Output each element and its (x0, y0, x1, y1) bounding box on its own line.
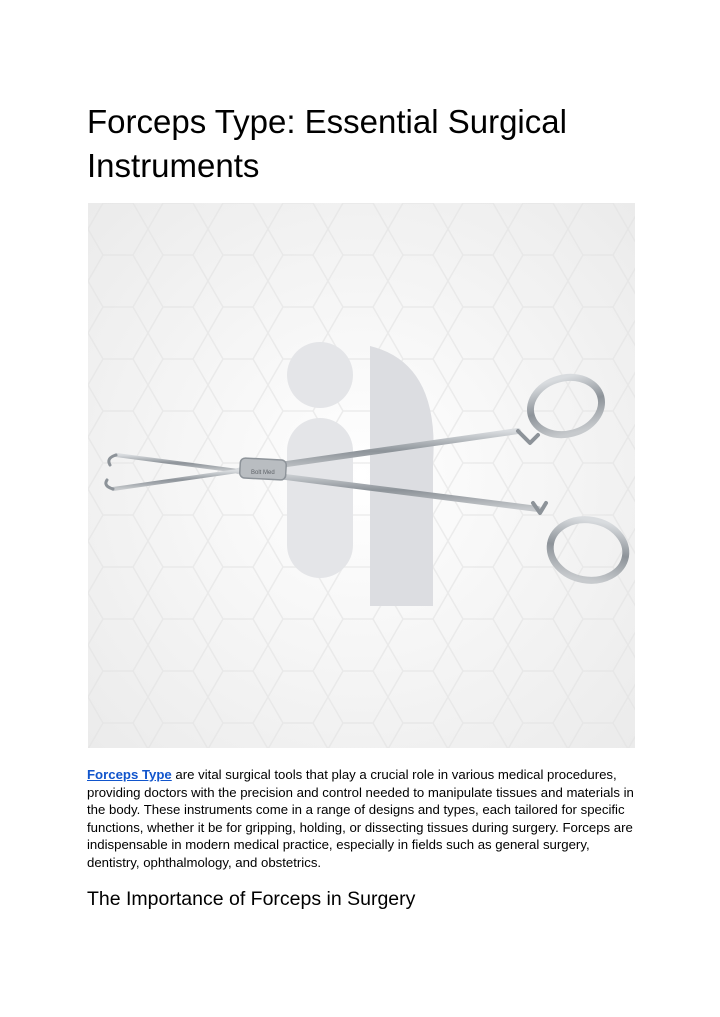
intro-paragraph (87, 766, 635, 871)
engraving-label: Bolt Med (251, 470, 275, 476)
section-heading: The Importance of Forceps in Surgery (87, 888, 416, 910)
forceps-type-link[interactable]: Forceps Type (87, 767, 172, 782)
hero-image (88, 203, 635, 748)
intro-body: are vital surgical tools that play a crucial role in various medical procedures, providing doctors with the precision and control needed to manipulate tissues and materials in the body. These instruments come in a range of designs and types, each tailored for specific functions, whether it be for gripping, holding, or dissecting tissues during surgery. Forceps are indispensable in modern medical practice, especially in fields such as general surgery, dentistry, ophthalmology, and obstetrics. (87, 767, 634, 870)
page-title: Forceps Type: Essential Surgical Instruments (87, 103, 567, 184)
